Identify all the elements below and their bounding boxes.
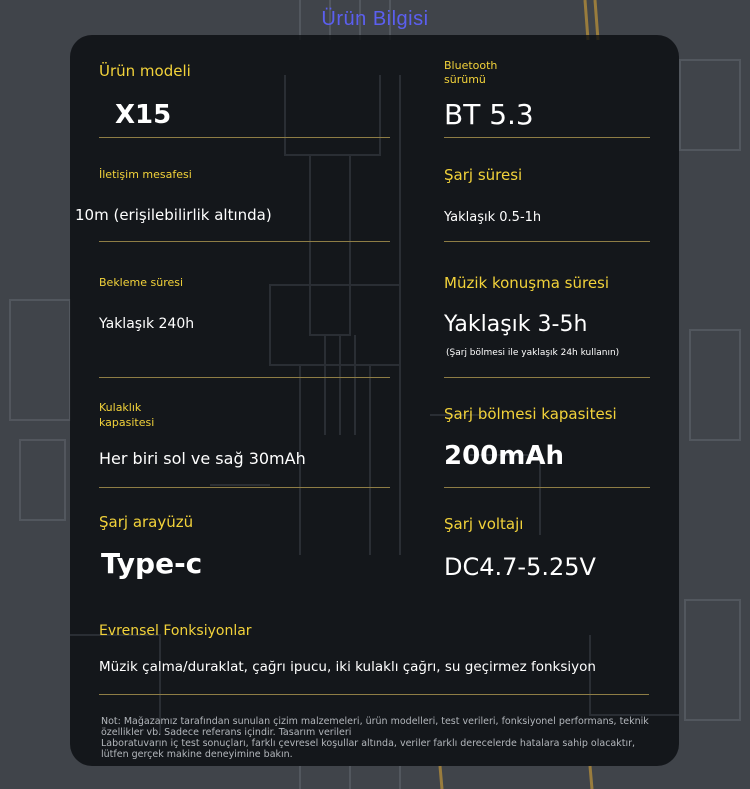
case-capacity-label: Şarj bölmesi kapasitesi [444,405,617,423]
spec-card [70,35,679,766]
earbud-capacity-label-line2: kapasitesi [99,416,155,429]
disclaimer-line-4: lütfen gerçek makine deneyimine bakın. [101,749,293,760]
divider-3b [444,377,650,378]
functions-value: Müzik çalma/duraklat, çağrı ipucu, iki kulaklı çağrı, su geçirmez fonksiyon [99,659,596,675]
model-label: Ürün modeli [99,62,191,80]
voltage-value: DC4.7-5.25V [444,553,596,581]
model-value: X15 [115,100,172,130]
bluetooth-label-line2: sürümü [444,73,486,86]
talk-time-sub: (Şarj bölmesi ile yaklaşık 24h kullanın) [446,348,620,358]
bluetooth-value: BT 5.3 [444,98,534,131]
divider-3 [99,377,390,378]
divider-2 [99,241,390,242]
talk-time-label: Müzik konuşma süresi [444,274,610,292]
range-value: 10m (erişilebilirlik altında) [75,206,272,224]
charge-time-label: Şarj süresi [444,166,523,184]
interface-label: Şarj arayüzü [99,513,194,531]
range-label: İletişim mesafesi [99,168,192,181]
voltage-label: Şarj voltajı [444,515,524,533]
talk-time-value: Yaklaşık 3-5h [444,312,588,337]
divider-4b [444,487,650,488]
earbud-capacity-value: Her biri sol ve sağ 30mAh [99,449,306,468]
standby-value: Yaklaşık 240h [99,316,195,332]
disclaimer-line-3: Laboratuvarın iç test sonuçları, farklı çevresel koşullar altında, veriler farklı derecelerde hatalara sahip olacaktır, [101,738,636,749]
disclaimer-line-1: Not: Mağazamız tarafından sunulan çizim malzemeleri, ürün modelleri, test verileri, fonksiyonel performans, teknik [101,716,649,727]
divider-1 [99,137,390,138]
divider-1b [444,137,650,138]
page-title: Ürün Bilgisi [321,8,429,30]
divider-6 [99,694,649,695]
charge-time-value: Yaklaşık 0.5-1h [444,210,542,225]
bluetooth-label-line1: Bluetooth [444,59,498,72]
disclaimer-line-2: özellikler vb. Sadece referans içindir. Tasarım verileri [101,727,352,738]
case-capacity-value: 200mAh [444,441,564,471]
functions-label: Evrensel Fonksiyonlar [99,623,252,639]
interface-value: Type-c [101,547,203,580]
divider-4 [99,487,390,488]
card-circuit-pattern [70,35,679,766]
earbud-capacity-label-line1: Kulaklık [99,401,142,414]
standby-label: Bekleme süresi [99,276,184,289]
divider-2b [444,241,650,242]
